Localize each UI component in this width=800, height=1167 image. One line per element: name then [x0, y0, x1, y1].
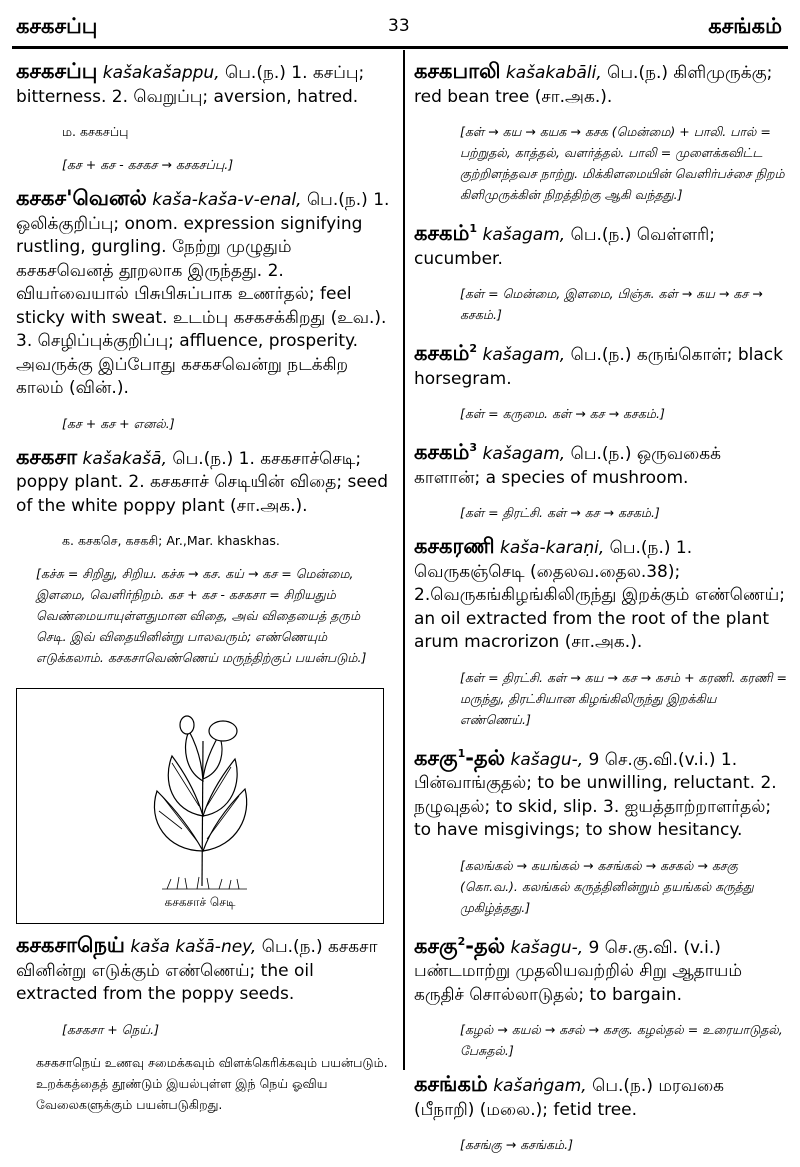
- headword: [414, 221, 477, 245]
- homonym-number: 2: [457, 934, 466, 948]
- dictionary-entry: [414, 217, 788, 271]
- dictionary-entry: [16, 60, 391, 109]
- poppy-plant-illustration: [127, 701, 277, 896]
- cognate-note: ம. கசகசப்பு: [62, 124, 129, 139]
- page-number: 33: [388, 16, 410, 36]
- headword-text: கசகம்: [414, 341, 470, 365]
- headword-text: கசகம்: [414, 221, 470, 245]
- headword: [414, 440, 477, 464]
- definition: பெ.(ந.) 1. வெருகஞ்செடி (தைலவ.தைல.38); 2.வெருகங்கிழங்கிலிருந்து இறக்கும் எண்ணெய்; an oil extracted from the root of the plant arum macrorizon (சா.அக.).: [414, 538, 785, 652]
- definition: பெ.(ந.) 1. கசப்பு; bitterness. 2. வெறுப்பு; aversion, hatred.: [16, 63, 365, 107]
- header-rule: [12, 46, 788, 49]
- definition: பெ.(ந.) ஒருவகைக் காளான்; a species of mushroom.: [414, 444, 721, 488]
- dictionary-entry: [414, 742, 788, 843]
- definition: பெ.(ந.) மரவகை (பீநாறி) (மலை.); fetid tree.: [414, 1076, 725, 1120]
- headword: கசகரணி: [414, 534, 495, 558]
- headword: கசங்கம்: [414, 1072, 488, 1096]
- etymology-note: [கள் = திரட்சி. கள் → கச → கசகம்.]: [460, 505, 660, 520]
- headword-text: கசகம்: [414, 440, 470, 464]
- homonym-number: 3: [469, 441, 478, 454]
- transliteration: kašagam,: [482, 225, 566, 245]
- etymology-note: [கழல் → கயல் → கசல் → கசகு. கழல்தல் = உரையாடுதல், பேசுதல்.]: [460, 1022, 783, 1058]
- headword: [414, 341, 477, 365]
- homonym-number: 1: [457, 746, 466, 760]
- definition: பெ.(ந.) 1. ஒலிக்குறிப்பு; onom. expression signifying rustling, gurgling. நேற்று முழுதும் கசகசவெனத் தூறலாக இருந்தது. 2. வியர்வையால் பிசுபிசுப்பாக உணர்தல்; feel sticky with sweat. உடம்பு கசகசக்கிறது (உவ.). 3. செழிப்புக்குறிப்பு; affluence, prosperity. அவருக்கு இப்போது கசகசவென்று நடக்கிற காலம் (வின்.).: [16, 190, 390, 398]
- transliteration: kaša kašā-ney,: [130, 937, 257, 957]
- transliteration: kašakašā,: [82, 448, 167, 469]
- etymology-note: [கச + கச + எனல்.]: [62, 415, 175, 431]
- page-header: [0, 0, 800, 50]
- running-head-right: கசங்கம்: [708, 14, 782, 38]
- transliteration: kašagam,: [482, 345, 566, 365]
- column-divider: [403, 50, 405, 1070]
- headword-suffix: -தல்: [465, 745, 506, 770]
- etymology-note: [கள் = திரட்சி. கள் → கய → கச → கசம் + கரணி. கரணி = மருந்து, திரட்சியான கிழங்கிலிருந்து இறக்கிய எண்ணெய்.]: [460, 669, 788, 727]
- transliteration: kašagu-,: [510, 937, 584, 958]
- definition: பெ.(ந.) வெள்ளரி; cucumber.: [414, 225, 716, 269]
- headword: கசகசாநெய்: [16, 933, 125, 957]
- headword: [414, 746, 505, 770]
- transliteration: kašaṅgam,: [493, 1076, 587, 1096]
- headword-text: கசகு: [414, 933, 458, 958]
- etymology-note: [கசகசா + நெய்.]: [62, 1021, 159, 1037]
- etymology-note: [கள் = மென்மை, இளமை, பிஞ்சு. கள் → கய → கச → கசகம்.]: [460, 286, 763, 322]
- definition: 9 செ.கு.வி. (v.i.) பண்டமாற்று முதலியவற்றில் சிறு ஆதாயம் கருதிச் சொல்லாடுதல்; to bargain.: [414, 937, 743, 1005]
- dictionary-entry: [414, 1073, 788, 1122]
- right-column: [414, 60, 788, 1167]
- dictionary-entry: [414, 60, 788, 109]
- dictionary-entry: [16, 934, 391, 1007]
- headword-text: கசகு: [414, 745, 458, 770]
- transliteration: kašagam,: [482, 444, 566, 464]
- transliteration: kaša-karaṇi,: [499, 538, 605, 558]
- dictionary-entry: [414, 930, 788, 1008]
- transliteration: kaša-kaša-v-enal,: [152, 190, 302, 210]
- dictionary-entry: [414, 535, 788, 655]
- definition: பெ.(ந.) 1. கசகசாச்செடி; poppy plant. 2. கசகசாச் செடியின் விதை; seed of the white poppy plant (சா.அக.).: [16, 448, 389, 516]
- etymology-note: [கலங்கல் → கயங்கல் → கசங்கல் → கசகல் → கசகு (கொ.வ.). கலங்கல் கருத்தினின்றும் தயங்கல் கருத்து முகிழ்த்தது.]: [460, 857, 754, 915]
- dictionary-entry: [414, 337, 788, 391]
- figure-caption: கசகசாச் செடி: [164, 895, 236, 909]
- etymology-note: [கள் = கருமை. கள் → கச → கசகம்.]: [460, 406, 665, 421]
- left-column: [16, 60, 391, 1127]
- transliteration: kašakašappu,: [102, 63, 220, 83]
- headword: [414, 934, 505, 958]
- etymology-note: [கச + கச - கசகச → கசகசப்பு.]: [62, 157, 234, 172]
- headword: கசகசா: [16, 444, 78, 469]
- headword-suffix: -தல்: [465, 933, 506, 958]
- cognate-note: க. கசகசெ, கசகசி; Ar.,Mar. khaskhas.: [62, 533, 280, 548]
- homonym-number: 2: [469, 342, 478, 355]
- headword: கசகபாலி: [414, 59, 501, 83]
- etymology-note: [கசங்கு → கசங்கம்.]: [460, 1137, 573, 1152]
- definition: 9 செ.கு.வி.(v.i.) 1. பின்வாங்குதல்; to be unwilling, reluctant. 2. நழுவுதல்; to skid, slip. 3. ஐயத்தாற்றாளர்தல்; to have misgivings; to show hesitancy.: [414, 749, 777, 840]
- headword: கசகச'வெனல்: [16, 186, 147, 210]
- dictionary-entry: [16, 446, 391, 519]
- etymology-note: [கச்சு = சிறிது, சிறிய. கச்சு → கச. கய் → கச = மென்மை, இளமை, வெளிர்நிறம். கச + கச - கசகசா = சிறியதும் வெண்மையாயுள்ளதுமான விதை, அவ் விதையைத் தரும் செடி. இவ் விதையினின்று பாலவரும்; எண்ணெயும் எடுக்கலாம். கசகசாவெண்ணெய் மருந்திற்குப் பயன்படும்.]: [36, 566, 367, 665]
- transliteration: kašakabāli,: [505, 63, 602, 83]
- definition: பெ.(ந.) கசகசா வினின்று எடுக்கும் எண்ணெய்; the oil extracted from the poppy seeds.: [16, 937, 378, 1004]
- usage-note: கசகசாநெய் உணவு சமைக்கவும் விளக்கெரிக்கவும் பயன்படும். உறக்கத்தைத் தூண்டும் இயல்புள்ள இந் நெய் ஓவிய வேலைகளுக்கும் பயன்படுகிறது.: [36, 1054, 388, 1112]
- headword: கசகசப்பு: [16, 59, 98, 83]
- transliteration: kašagu-,: [510, 749, 584, 770]
- definition: பெ.(ந.) கருங்கொள்; black horsegram.: [414, 345, 783, 389]
- definition: பெ.(ந.) கிளிமுருக்கு; red bean tree (சா.அக.).: [414, 63, 773, 107]
- etymology-note: [கள் → கய → கயக → கசக (மென்மை) + பாலி. பால் = பற்றுதல், காத்தல், வளர்த்தல். பாலி = முளைக்கவிட்ட குற்றிளந்தவச நாற்று. மிக்கிளமையின் வெளிர்பச்சை நிறம் கிளிமுருக்கின் நிறத்திற்கு ஆகி வந்தது.]: [460, 124, 785, 202]
- dictionary-entry: [16, 187, 391, 401]
- dictionary-entry: [414, 436, 788, 490]
- homonym-number: 1: [469, 222, 478, 235]
- illustration-box: [16, 688, 384, 924]
- running-head-left: கசகசப்பு: [16, 14, 98, 38]
